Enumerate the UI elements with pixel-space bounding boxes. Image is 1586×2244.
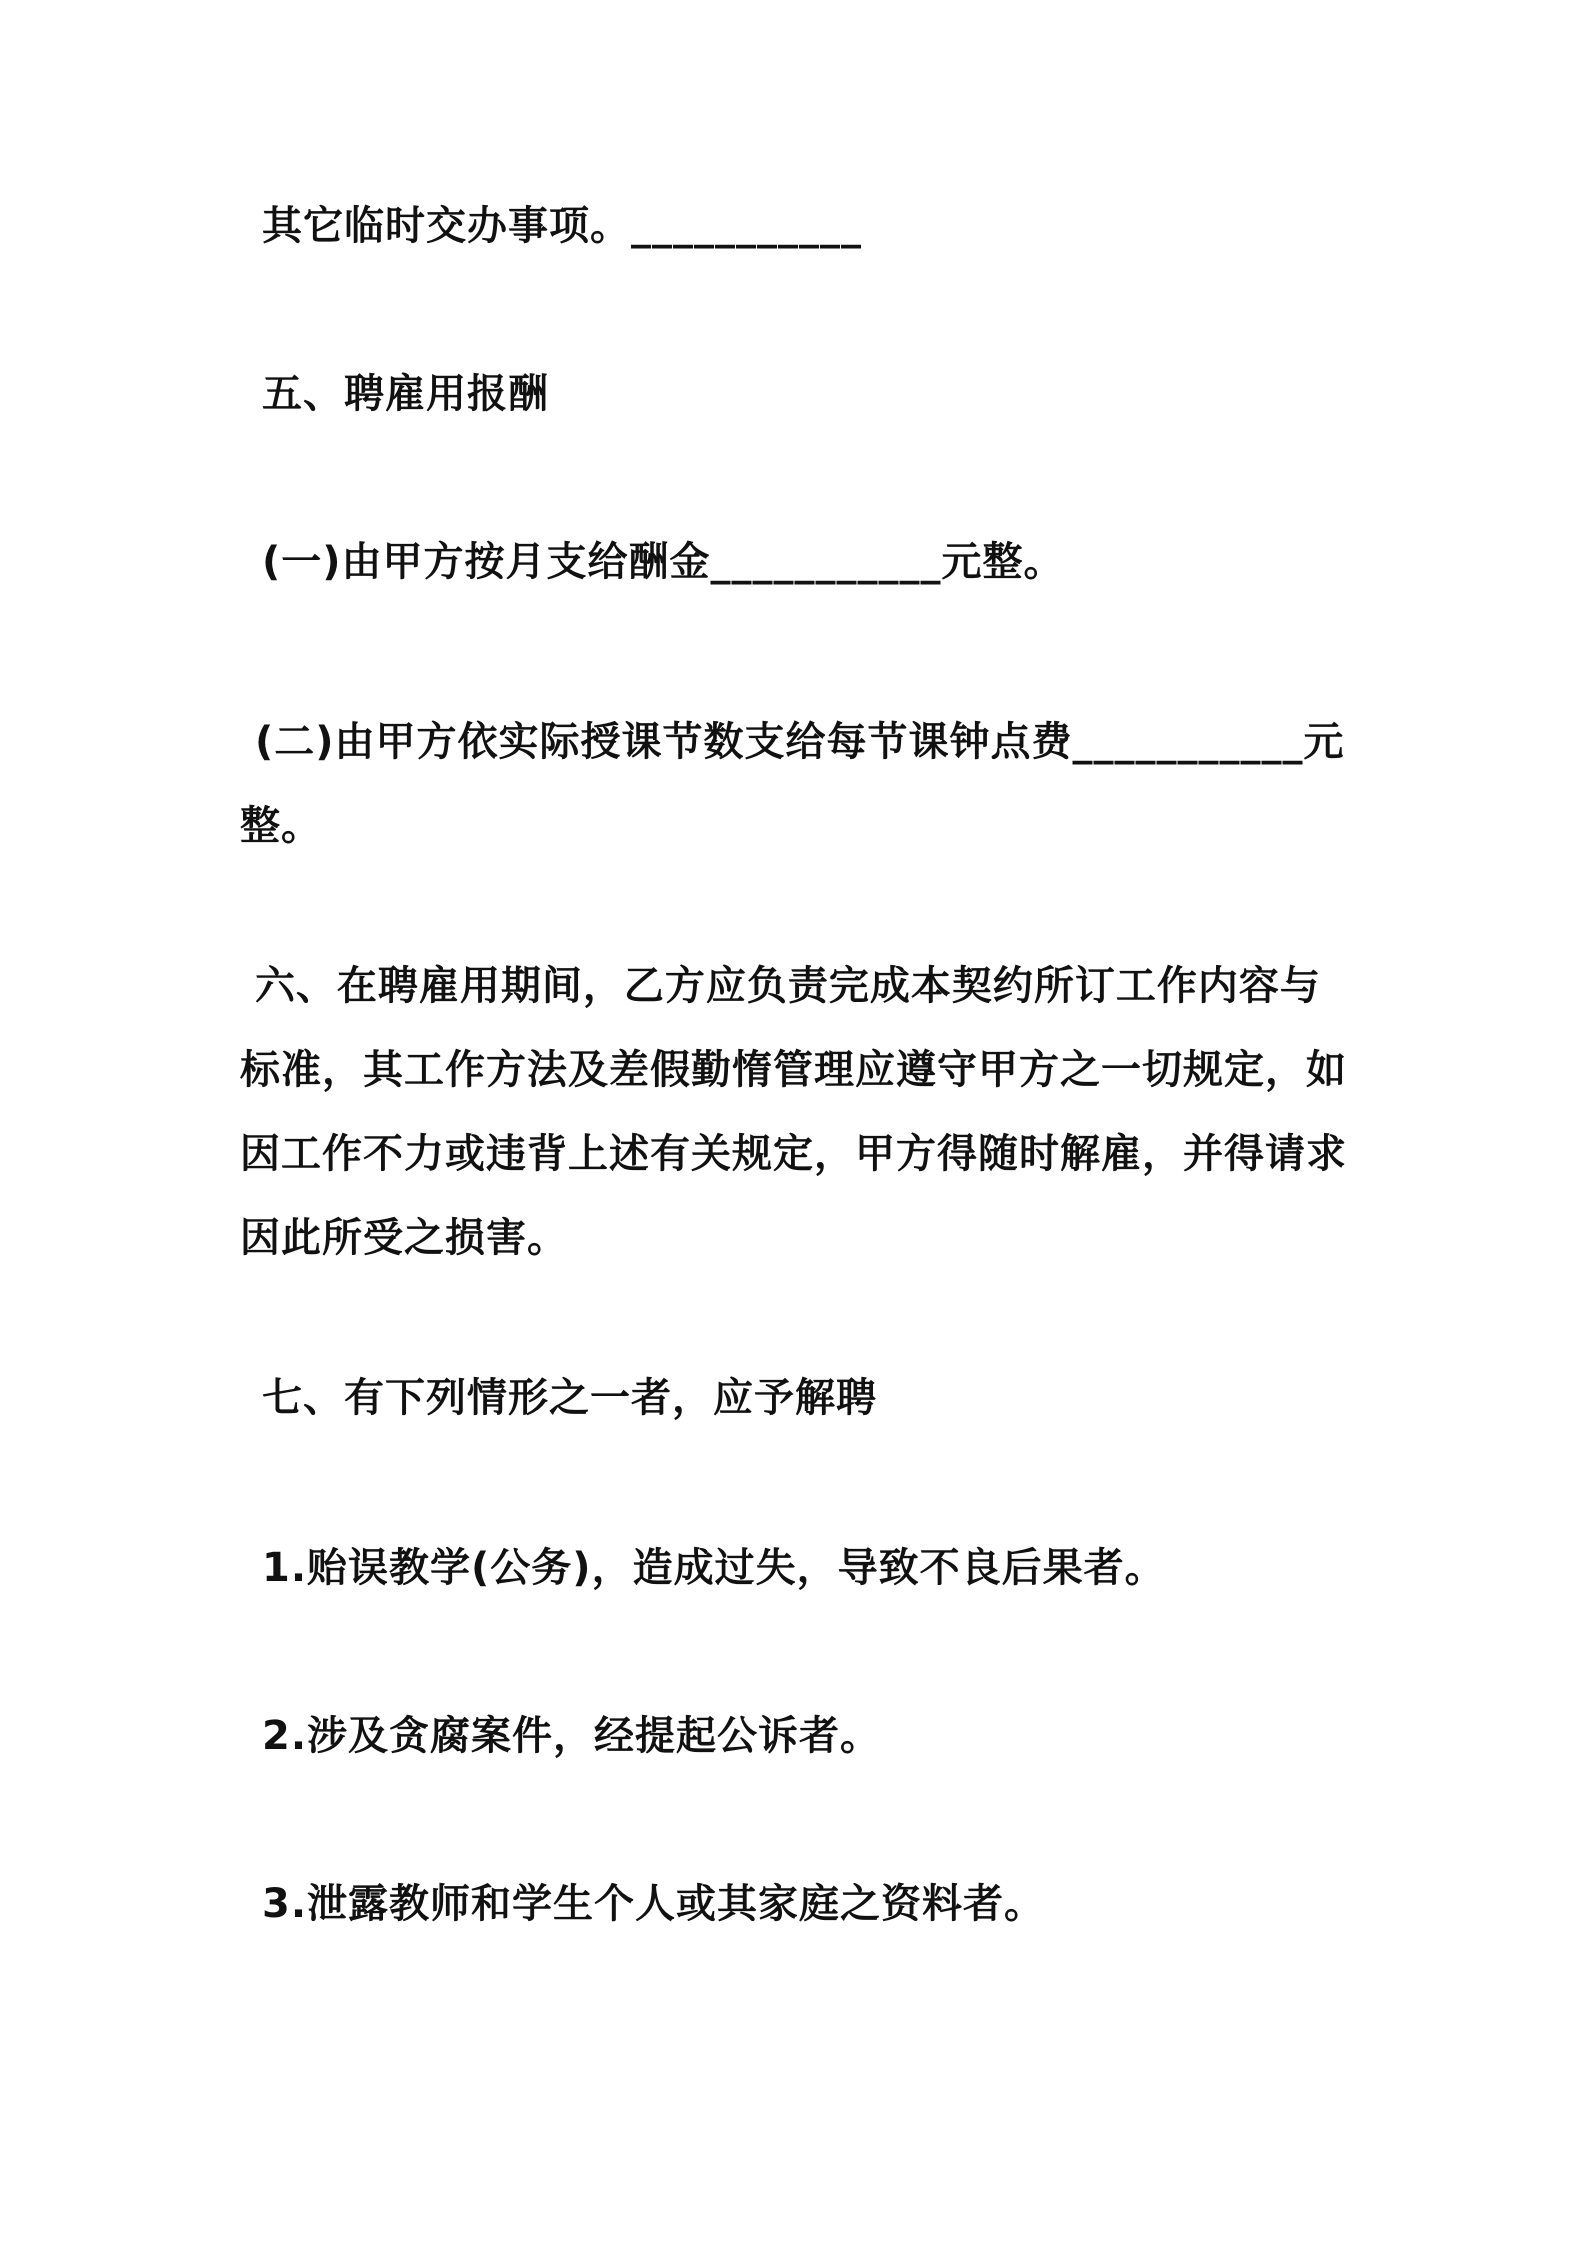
section-heading-dismissal: 七、有下列情形之一者，应予解聘 (262, 1375, 877, 1421)
list-item-dismissal-3: 3.泄露教师和学生个人或其家庭之资料者。 (262, 1881, 1046, 1927)
paragraph-hourly-fee: (二)由甲方依实际授课节数支给每节课钟点费___________元整。 (240, 719, 1345, 849)
paragraph-section-six: 六、在聘雇用期间，乙方应负责完成本契约所订工作内容与标准，其工作方法及差假勤惰管理应遵守甲方之一切规定，如因工作不力或违背上述有关规定，甲方得随时解雇，并得请求因此所受之损害。 (240, 963, 1347, 1261)
section-heading-remuneration: 五、聘雇用报酬 (262, 371, 549, 417)
paragraph-monthly-pay: (一)由甲方按月支给酬金___________元整。 (262, 539, 1065, 585)
paragraph-other-duties: 其它临时交办事项。___________ (262, 203, 862, 249)
list-item-dismissal-2: 2.涉及贪腐案件，经提起公诉者。 (262, 1713, 882, 1759)
list-item-dismissal-1: 1.贻误教学(公务)，造成过失，导致不良后果者。 (262, 1545, 1166, 1591)
